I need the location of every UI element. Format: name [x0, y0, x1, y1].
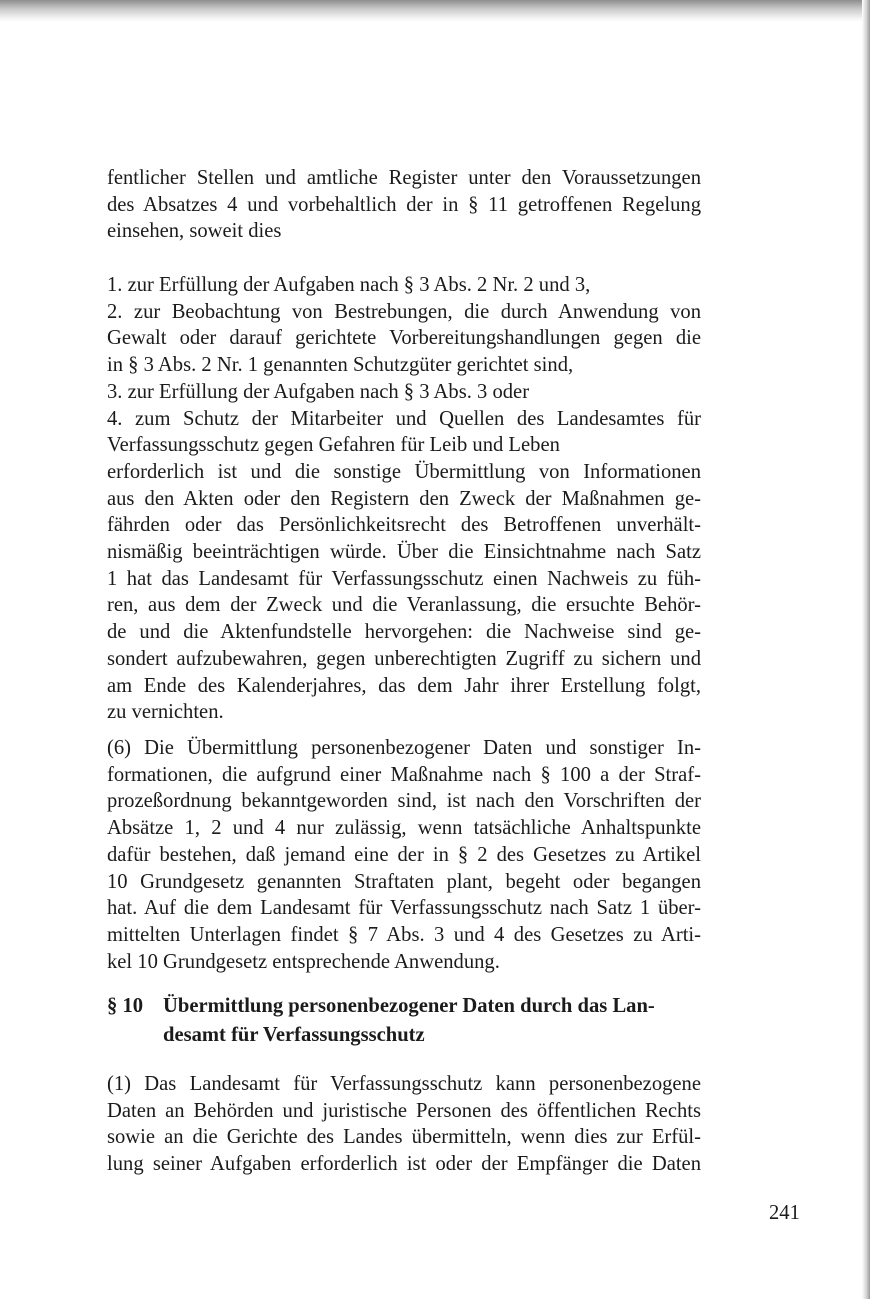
text-line: nismäßig beeinträchtigen würde. Über die Einsichtnahme nach Satz: [107, 541, 701, 564]
section-title-line: desamt für Verfassungsschutz: [163, 1023, 425, 1046]
section-title-line: Übermittlung personenbezogener Daten durch das Lan-: [163, 995, 655, 1017]
text-line: in § 3 Abs. 2 Nr. 1 genannten Schutzgüter gerichtet sind,: [107, 354, 574, 377]
section-number: § 10: [107, 995, 144, 1017]
text-line: sondert aufzubewahren, gegen unberechtigten Zugriff zu sichern und: [107, 647, 701, 670]
scan-edge-shadow: [0, 0, 870, 22]
list-paragraph: [107, 272, 701, 726]
text-line: fentlicher Stellen und amtliche Register unter den Voraussetzungen: [107, 167, 701, 189]
text-line: kel 10 Grundgesetz entsprechende Anwendung.: [107, 950, 500, 973]
list-item-3: 3. zur Erfüllung der Aufgaben nach § 3 Abs. 3 oder: [107, 380, 530, 403]
scan-edge-shadow-right: [862, 0, 870, 1299]
text-line: dafür bestehen, daß jemand eine der in § 2 des Gesetzes zu Artikel: [107, 843, 701, 866]
paragraph-6: [107, 735, 701, 975]
text-line: de und die Aktenfundstelle hervorgehen: die Nachweise sind ge-: [107, 621, 701, 644]
text-line: am Ende des Kalenderjahres, das dem Jahr ihrer Erstellung folgt,: [107, 674, 701, 697]
text-line: lung seiner Aufgaben erforderlich ist oder der Empfänger die Daten: [107, 1153, 701, 1176]
text-line: einsehen, soweit dies: [107, 220, 282, 243]
text-line: aus den Akten oder den Registern den Zweck der Maßnahmen ge-: [107, 487, 701, 510]
text-line: mittelten Unterlagen findet § 7 Abs. 3 und 4 des Gesetzes zu Arti-: [107, 923, 701, 946]
text-line: hat. Auf die dem Landesamt für Verfassungsschutz nach Satz 1 über-: [107, 897, 701, 920]
text-line: Absätze 1, 2 und 4 nur zulässig, wenn tatsächliche Anhaltspunkte: [107, 817, 701, 840]
text-line: ren, aus dem der Zweck und die Veranlassung, die ersuchte Behör-: [107, 594, 701, 617]
text-line: Verfassungsschutz gegen Gefahren für Leib und Leben: [107, 434, 560, 457]
section-heading: [107, 992, 707, 1049]
text-line: (6) Die Übermittlung personenbezogener Daten und sonstiger In-: [107, 737, 701, 759]
list-item-2: 2. zur Beobachtung von Bestrebungen, die durch Anwendung von: [107, 300, 701, 323]
text-line: erforderlich ist und die sonstige Übermittlung von Informationen: [107, 460, 701, 483]
text-line: prozeßordnung bekanntgeworden sind, ist nach den Vorschriften der: [107, 790, 701, 813]
text-line: sowie an die Gerichte des Landes übermitteln, wenn dies zur Erfül-: [107, 1126, 701, 1149]
text-line: des Absatzes 4 und vorbehaltlich der in § 11 getroffenen Regelung: [107, 193, 701, 216]
text-line: Gewalt oder darauf gerichtete Vorbereitungshandlungen gegen die: [107, 327, 701, 350]
list-item-4: 4. zum Schutz der Mitarbeiter und Quellen des Landesamtes für: [107, 407, 701, 430]
text-line: 10 Grundgesetz genannten Straftaten plant, begeht oder begangen: [107, 870, 701, 893]
text-line: zu vernichten.: [107, 701, 224, 724]
text-line: fährden oder das Persönlichkeitsrecht des Betroffenen unverhält-: [107, 514, 701, 537]
page-number: 241: [769, 1202, 800, 1224]
text-line: Daten an Behörden und juristische Personen des öffentlichen Rechts: [107, 1099, 701, 1122]
list-item-1: 1. zur Erfüllung der Aufgaben nach § 3 Abs. 2 Nr. 2 und 3,: [107, 274, 591, 296]
paragraph-1: [107, 1071, 701, 1178]
text-line: (1) Das Landesamt für Verfassungsschutz kann personenbezogene: [107, 1073, 701, 1095]
text-line: 1 hat das Landesamt für Verfassungsschutz einen Nachweis zu füh-: [107, 567, 701, 590]
section-title: [163, 992, 707, 1049]
text-line: formationen, die aufgrund einer Maßnahme nach § 100 a der Straf-: [107, 763, 701, 786]
intro-paragraph: [107, 165, 701, 245]
